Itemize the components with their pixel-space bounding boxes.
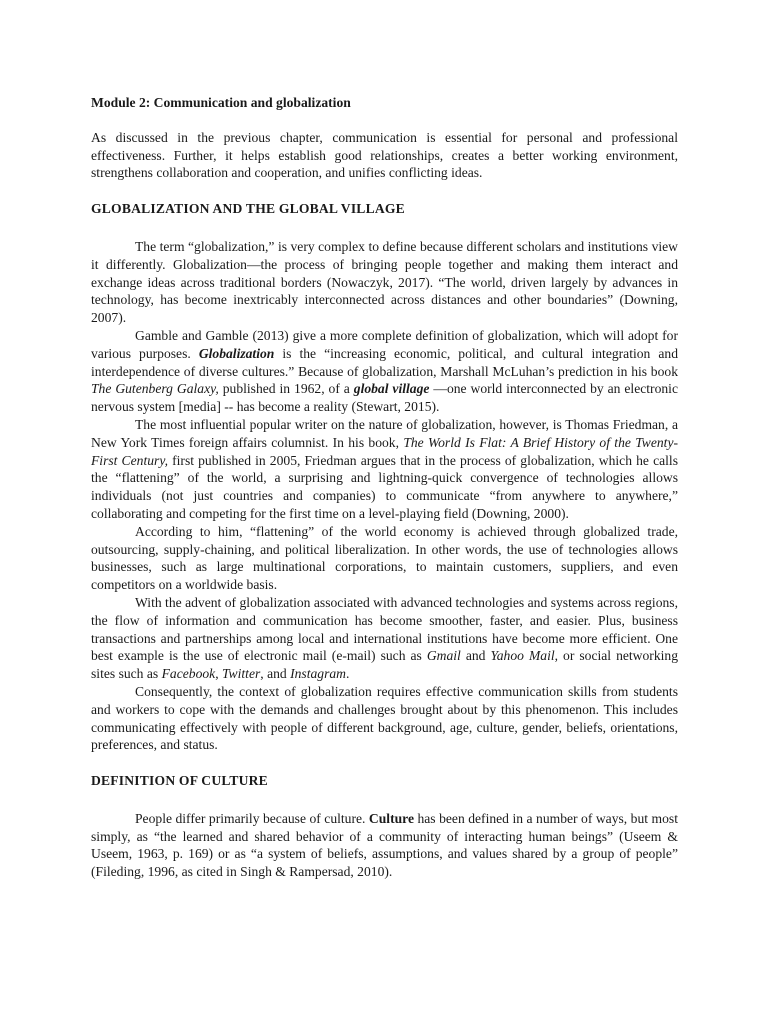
book-title-world-is-flat: The World Is Flat: A Brief History of the Twenty-First Century,	[91, 434, 679, 468]
intro-paragraph: As discussed in the previous chapter, communication is essential for personal and professional effectiveness. Further, it helps establish good relationships, creates a better working environment, strengthens collaboration and cooperation, and unifies conflicting ideas.	[91, 129, 678, 181]
document-page	[91, 94, 678, 881]
paragraph-advent: With the advent of globalization associated with advanced technologies and systems across regions, the flow of information and communication has become smoother, faster, and easier. Plus, business transactions and partnerships among local and international institutions have become more efficient. One best example is the use of electronic mail (e-mail) such as Gmail and Yahoo Mail, or social networking sites such as Facebook, Twitter, and Instagram.	[91, 594, 678, 682]
book-title-gutenberg: The Gutenberg Galaxy,	[91, 381, 219, 397]
example-facebook: Facebook	[161, 666, 216, 682]
paragraph-culture-definition: People differ primarily because of culture. Culture has been defined in a number of ways, but most simply, as “the learned and shared behavior of a community of interacting human beings” (Useem & Useem, 1963, p. 169) or as “a system of beliefs, assumptions, and values shared by a group of people” (Fileding, 1996, as cited in Singh & Rampersad, 2010).	[91, 810, 678, 880]
term-global-village: global village	[353, 381, 430, 397]
example-yahoo-mail: Yahoo Mail	[490, 648, 555, 664]
section-spacer	[91, 754, 678, 772]
term-culture: Culture	[368, 810, 414, 826]
paragraph-gamble-definition: Gamble and Gamble (2013) give a more complete definition of globalization, which will adopt for various purposes. Globalization is the “increasing economic, political, and cultural integration and interdependence of diverse cultures.” Because of globalization, Marshall McLuhan’s prediction in his book The Gutenberg Galaxy, published in 1962, of a global village —one world interconnected by an electronic nervous system [media] -- has become a reality (Stewart, 2015).	[91, 327, 679, 415]
example-instagram: Instagram	[290, 666, 346, 682]
example-twitter: Twitter	[222, 666, 261, 682]
term-globalization: Globalization	[198, 345, 275, 361]
paragraph-flattening: According to him, “flattening” of the world economy is achieved through globalized trade, outsourcing, supply-chaining, and political liberalization. In other words, the use of technologies allows businesses, such as large multinational corporations, to maintain customers, suppliers, and even competitors on a worldwide basis.	[91, 523, 678, 593]
section-heading-globalization: GLOBALIZATION AND THE GLOBAL VILLAGE	[91, 201, 405, 217]
paragraph-consequently: Consequently, the context of globalization requires effective communication skills from students and workers to cope with the demands and challenges brought about by this phenomenon. This includes communicating effectively with people of different background, age, culture, gender, beliefs, orientations, preferences, and status.	[91, 683, 678, 753]
paragraph-globalization-term: The term “globalization,” is very complex to define because different scholars and institutions view it differently. Globalization—the process of bringing people together and making them interact and exchange ideas across traditional borders (Nowaczyk, 2017). “The world, driven largely by advances in technology, has become inextricably interconnected across distances and other boundaries” (Downing, 2007).	[91, 238, 678, 326]
section-heading-culture: DEFINITION OF CULTURE	[91, 773, 268, 789]
module-title: Module 2: Communication and globalization	[91, 95, 351, 110]
paragraph-friedman: The most influential popular writer on the nature of globalization, however, is Thomas Friedman, a New York Times foreign affairs columnist. In his book, The World Is Flat: A Brief History of the Twenty-First Century, first published in 2005, Friedman argues that in the process of globalization, which he calls the “flattening” of the world, a surprising and lightning-quick convergence of technologies allows individuals (not just countries and companies) to communicate “from anywhere to anywhere,” collaborating and competing for the first time on a level-playing field (Downing, 2000).	[91, 416, 679, 521]
example-gmail: Gmail	[426, 648, 461, 664]
